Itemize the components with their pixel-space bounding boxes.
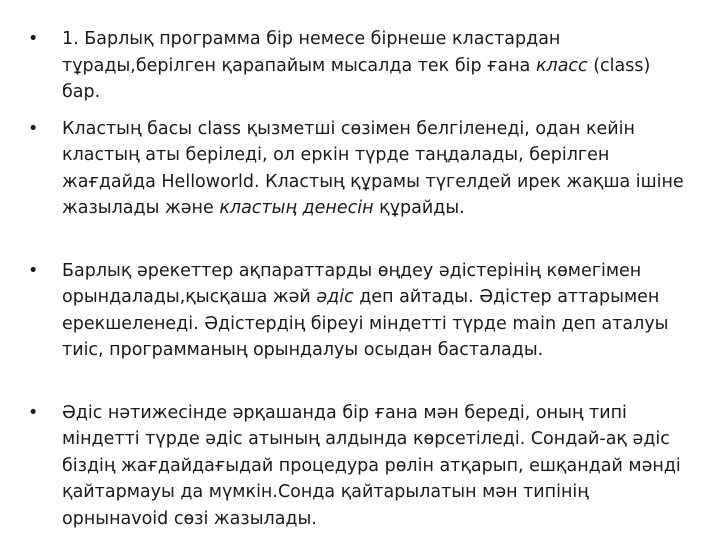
bullet-list bbox=[28, 26, 688, 532]
bullet-item-1 bbox=[28, 26, 688, 106]
bullet-item-4 bbox=[28, 400, 688, 533]
bullet-text bbox=[62, 119, 684, 219]
bullet-dot: • bbox=[28, 29, 39, 49]
text-run: 1. Барлық программа бір немесе бірнеше кластардан тұрады,берілген қарапайым мысалда тек бір ғана bbox=[62, 29, 561, 76]
text-run: құрайды. bbox=[373, 198, 465, 218]
bullet-dot: • bbox=[28, 402, 39, 423]
italic-term: кластың денесін bbox=[219, 198, 374, 218]
bullet-text bbox=[62, 29, 650, 102]
bullet-dot: • bbox=[28, 260, 39, 281]
text-run: (class) бар. bbox=[62, 55, 651, 102]
bullet-dot: • bbox=[28, 118, 39, 139]
italic-term: әдіс bbox=[316, 287, 354, 307]
bullet-item-2 bbox=[28, 116, 688, 222]
text-run: Кластың басы class қызметші сөзімен белгіленеді, одан кейін кластың аты беріледі, ол еркін түрде таңдалады, берілген жағдайда Helloworld. Кластың құрамы түгелдей ирек жақша ішіне жазылады және bbox=[62, 118, 684, 218]
bullet-item-3 bbox=[28, 258, 688, 364]
italic-term: класс bbox=[535, 55, 588, 76]
bullet-text bbox=[62, 261, 669, 361]
bullet-text: Әдіс нәтижесінде әрқашанда бір ғана мән береді, оның типі міндетті түрде әдіс атының алдында көрсетіледі. Сондай-ақ әдіс біздің жағдайдағыдай процедура рөлін атқарып, ешқандай мәнді қайтармауы да мүмкін.Сонда қайтарылатын мән типінің орнынаvoid сөзі жазылады. bbox=[62, 402, 681, 529]
text-run: Барлық әрекеттер ақпараттарды өңдеу әдістерінің көмегімен орындалады,қысқаша жәй bbox=[62, 260, 642, 307]
text-run: деп айтады. Әдістер аттарымен ерекшеленеді. Әдістердің біреуі міндетті түрде main деп аталуы тиіс, программаның орындалуы осыдан басталады. bbox=[62, 287, 669, 360]
